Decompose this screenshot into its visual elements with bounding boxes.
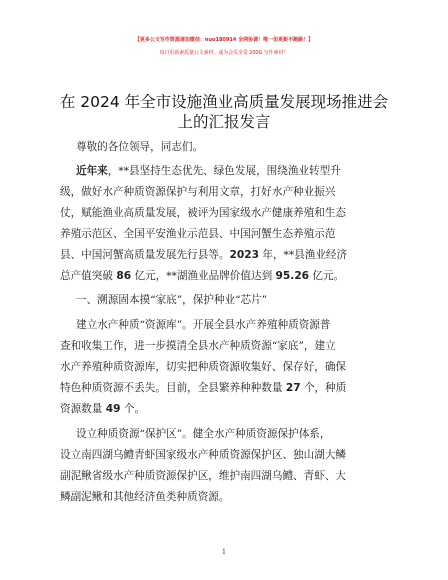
intro-line-1-text: ，**县坚持生态优先、绿色发展，围绕渔业转型升	[107, 165, 341, 177]
promo-banner-line-2: 每日更新素质量公文素材，成为会员享受 200G 写作素材！	[159, 50, 289, 56]
intro-lead: 近年来	[76, 165, 108, 177]
intro-line-5-tail: 年，**县渔业经济	[259, 249, 348, 261]
intro-line-2: 级，做好水产种质资源保护与利用文章，打好水产种业振兴	[60, 186, 336, 198]
intro-year: 2023	[229, 249, 259, 261]
intro-line-6	[60, 269, 344, 283]
intro-line-6-mid: 亿元，**湖渔业品牌价值达到	[131, 270, 276, 282]
para3-line-4: 鳞副泥鳅和其他经济鱼类种质资源。	[60, 491, 230, 503]
intro-line-5	[60, 248, 347, 262]
para2-line-5-text: 资源数量	[60, 403, 106, 415]
resource-count: 49	[105, 403, 121, 415]
intro-line-6-text: 总产值突破	[60, 270, 117, 282]
para2-line-4-tail: 个，种质	[300, 382, 347, 394]
intro-line-6-tail: 亿元。	[309, 270, 345, 282]
para2-line-1: 建立水产种质“资源库”。开展全县水产养殖种质资源普	[76, 319, 331, 331]
para3-line-2: 设立南四湖乌鳢青虾国家级水产种质资源保护区、独山湖大鳞	[60, 449, 347, 461]
para3-line-3: 副泥鳅省级水产种质资源保护区，维护南四湖乌鳢、青虾、大	[60, 470, 347, 482]
page-number: 1	[221, 548, 227, 556]
promo-banner-line-1: 【更多公文写作资源请加微信：nuo180914 全网协调！唯一但更新不跑路！】	[134, 37, 314, 43]
intro-line-3: 仗，赋能渔业高质量发展，被评为国家级水产健康养殖和生态	[60, 207, 347, 219]
para2-line-2: 查和收集工作，进一步摸清全县水产种质资源“家底”，建立	[60, 340, 336, 352]
para2-line-5-tail: 个。	[120, 403, 146, 415]
greeting: 尊敬的各位领导，同志们。	[76, 141, 204, 153]
intro-line-4: 养殖示范区、全国平安渔业示范县、中国河蟹生态养殖示范	[60, 228, 336, 240]
para3-line-1: 设立种质资源“保护区”。健全水产种质资源保护体系，	[76, 428, 331, 440]
para2-line-4-text: 特色种质资源不丢失。目前，全县繁养种种数量	[60, 382, 286, 394]
para2-line-3: 水产养殖种质资源库，切实把种质资源收集好、保存好，确保	[60, 361, 347, 373]
species-count: 27	[285, 382, 301, 394]
section-heading-1: 一、溯源固本摸“家底”，保护种业“芯片”	[76, 294, 268, 306]
brand-value: 95.26	[275, 270, 310, 282]
output-value: 86	[116, 270, 132, 282]
document-title-line-2: 上的汇报发言	[177, 113, 271, 131]
intro-line-5-text: 县、中国河蟹高质量发展先行县等。	[60, 249, 230, 261]
para2-line-4	[60, 381, 346, 395]
para2-line-5	[60, 402, 145, 416]
intro-line-1	[76, 164, 341, 178]
document-title-line-1: 在 2024 年全市设施渔业高质量发展现场推进会	[59, 93, 389, 111]
